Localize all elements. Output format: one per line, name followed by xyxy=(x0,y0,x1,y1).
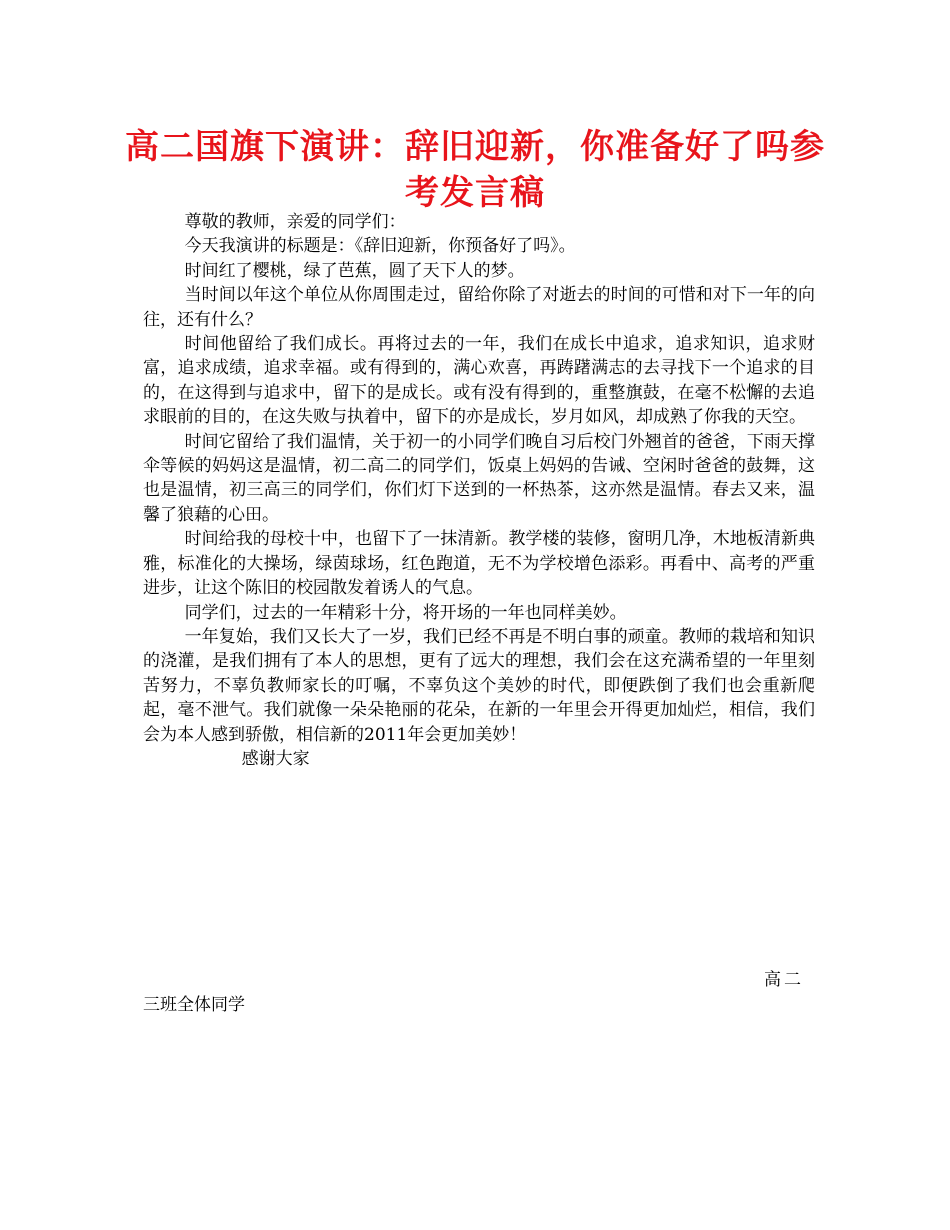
speech-body xyxy=(143,210,815,771)
salutation: 尊敬的教师，亲爱的同学们： xyxy=(184,212,406,232)
paragraph: 今天我演讲的标题是：《辞旧迎新，你预备好了吗》。 xyxy=(184,236,576,257)
signature-class-name: 三班全体同学 xyxy=(143,995,245,1015)
paragraph: 当时间以年这个单位从你周围走过，留给你除了对逝去的时间的可惜和对下一年的向往，还有什么？ xyxy=(143,285,815,330)
paragraph: 同学们，过去的一年精彩十分，将开场的一年也同样美妙。 xyxy=(184,602,627,623)
paragraph: 一年复始，我们又长大了一岁，我们已经不再是不明白事的顽童。教师的栽培和知识的浇灌，是我们拥有了本人的思想，更有了远大的理想，我们会在这充满希望的一年里刻苦努力，不辜负教师家长的叮嘱，不辜负这个美妙的时代，即便跌倒了我们也会重新爬起，毫不泄气。我们就像一朵朵艳丽的花朵，在新的一年里会开得更加灿烂，相信，我们会为本人感到骄傲，相信新的2011年会更加美妙！ xyxy=(143,626,815,745)
paragraph: 时间他留给了我们成长。再将过去的一年，我们在成长中追求，追求知识，追求财富，追求成绩，追求幸福。或有得到的，满心欢喜，再踌躇满志的去寻找下一个追求的目的，在这得到与追求中，留下的是成长。或有没有得到的，重整旗鼓，在毫不松懈的去追求眼前的目的，在这失败与执着中，留下的亦是成长，岁月如风，却成熟了你我的天空。 xyxy=(143,334,815,428)
paragraph: 时间它留给了我们温情，关于初一的小同学们晚自习后校门外翘首的爸爸，下雨天撑伞等候的妈妈这是温情，初二高二的同学们，饭桌上妈妈的告诫、空闲时爸爸的鼓舞，这也是温情，初三高三的同学们，你们灯下送到的一杯热茶，这亦然是温情。春去又来，温馨了狼藉的心田。 xyxy=(143,431,815,525)
signature-class-grade: 高二 xyxy=(764,970,804,990)
closing-thanks: 感谢大家 xyxy=(241,748,310,769)
document-title: 高二国旗下演讲：辞旧迎新，你准备好了吗参考发言稿 xyxy=(125,127,825,213)
paragraph: 时间给我的母校十中，也留下了一抹清新。教学楼的装修，窗明几净，木地板清新典雅，标准化的大操场，绿茵球场，红色跑道，无不为学校增色添彩。再看中、高考的严重进步，让这个陈旧的校园散发着诱人的气息。 xyxy=(143,529,815,599)
paragraph: 时间红了樱桃，绿了芭蕉，圆了天下人的梦。 xyxy=(184,260,525,281)
